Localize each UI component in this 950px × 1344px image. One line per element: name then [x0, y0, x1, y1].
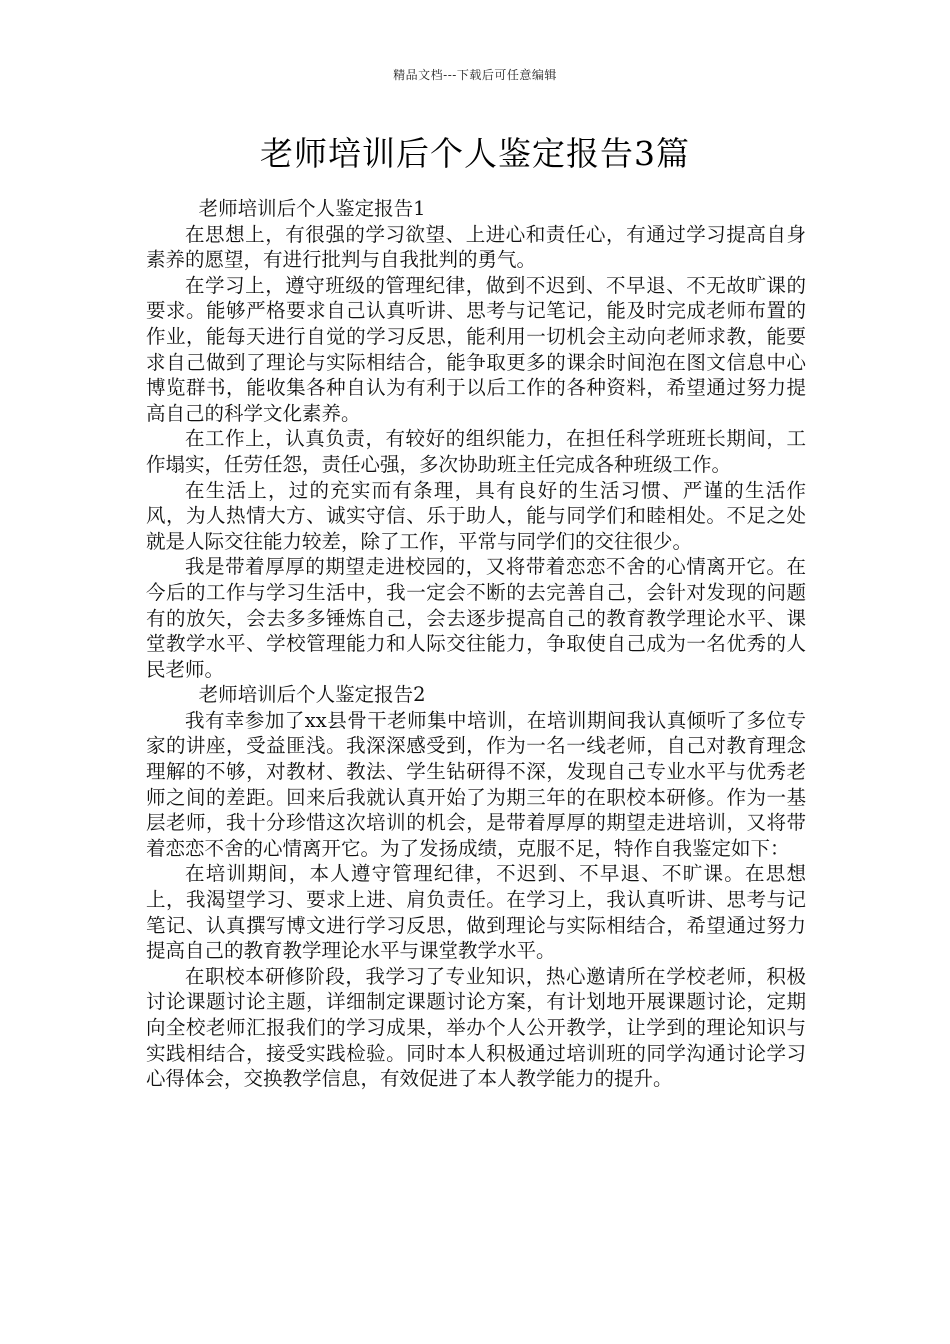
- document-title: 老师培训后个人鉴定报告3篇: [260, 134, 690, 173]
- paragraph: 在工作上，认真负责，有较好的组织能力，在担任科学班班长期间，工作塌实，任劳任怨，责任心强，多次协助班主任完成各种班级工作。: [146, 427, 806, 476]
- paragraph: 我是带着厚厚的期望走进校园的，又将带着恋恋不舍的心情离开它。在今后的工作与学习生活中，我一定会不断的去完善自己，会针对发现的问题有的放矢，会去多多锤炼自己，会去逐步提高自己的教育教学理论水平、课堂教学水平、学校管理能力和人际交往能力，争取使自己成为一名优秀的人民老师。: [146, 555, 806, 681]
- page-header: 精品文档---下载后可任意编辑: [393, 68, 557, 82]
- paragraph: 在职校本研修阶段，我学习了专业知识，热心邀请所在学校老师，积极讨论课题讨论主题，详细制定课题讨论方案，有计划地开展课题讨论，定期向全校老师汇报我们的学习成果，举办个人公开教学，让学到的理论知识与实践相结合，接受实践检验。同时本人积极通过培训班的同学沟通讨论学习心得体会，交换教学信息，有效促进了本人教学能力的提升。: [146, 964, 806, 1091]
- paragraph: 在学习上，遵守班级的管理纪律，做到不迟到、不早退、不无故旷课的要求。能够严格要求自己认真听讲、思考与记笔记，能及时完成老师布置的作业，能每天进行自觉的学习反思，能利用一切机会主动向老师求教，能要求自己做到了理论与实际相结合，能争取更多的课余时间泡在图文信息中心博览群书，能收集各种自认为有利于以后工作的各种资料，希望通过努力提高自己的科学文化素养。: [146, 273, 806, 425]
- paragraph: 在生活上，过的充实而有条理，具有良好的生活习惯、严谨的生活作风，为人热情大方、诚实守信、乐于助人，能与同学们和睦相处。不足之处就是人际交往能力较差，除了工作，平常与同学们的交往很少。: [146, 478, 806, 553]
- section-heading-1: 老师培训后个人鉴定报告1: [198, 197, 426, 220]
- paragraph: 我有幸参加了xx县骨干老师集中培训，在培训期间我认真倾听了多位专家的讲座，受益匪浅。我深深感受到，作为一名一线老师，自己对教育理念理解的不够，对教材、教法、学生钻研得不深，发现自己专业水平与优秀老师之间的差距。回来后我就认真开始了为期三年的在职校本研修。作为一基层老师，我十分珍惜这次培训的机会，是带着厚厚的期望走进培训，又将带着恋恋不舍的心情离开它。为了发扬成绩，克服不足，特作自我鉴定如下：: [146, 708, 806, 860]
- paragraph: 在思想上，有很强的学习欲望、上进心和责任心，有通过学习提高自身素养的愿望，有进行批判与自我批判的勇气。: [146, 222, 806, 272]
- paragraph: 在培训期间，本人遵守管理纪律，不迟到、不早退、不旷课。在思想上，我渴望学习、要求上进、肩负责任。在学习上，我认真听讲、思考与记笔记、认真撰写博文进行学习反思，做到理论与实际相结合，希望通过努力提高自己的教育教学理论水平与课堂教学水平。: [146, 862, 806, 963]
- document-body: [146, 196, 806, 1092]
- section-heading-2: 老师培训后个人鉴定报告2: [198, 683, 426, 707]
